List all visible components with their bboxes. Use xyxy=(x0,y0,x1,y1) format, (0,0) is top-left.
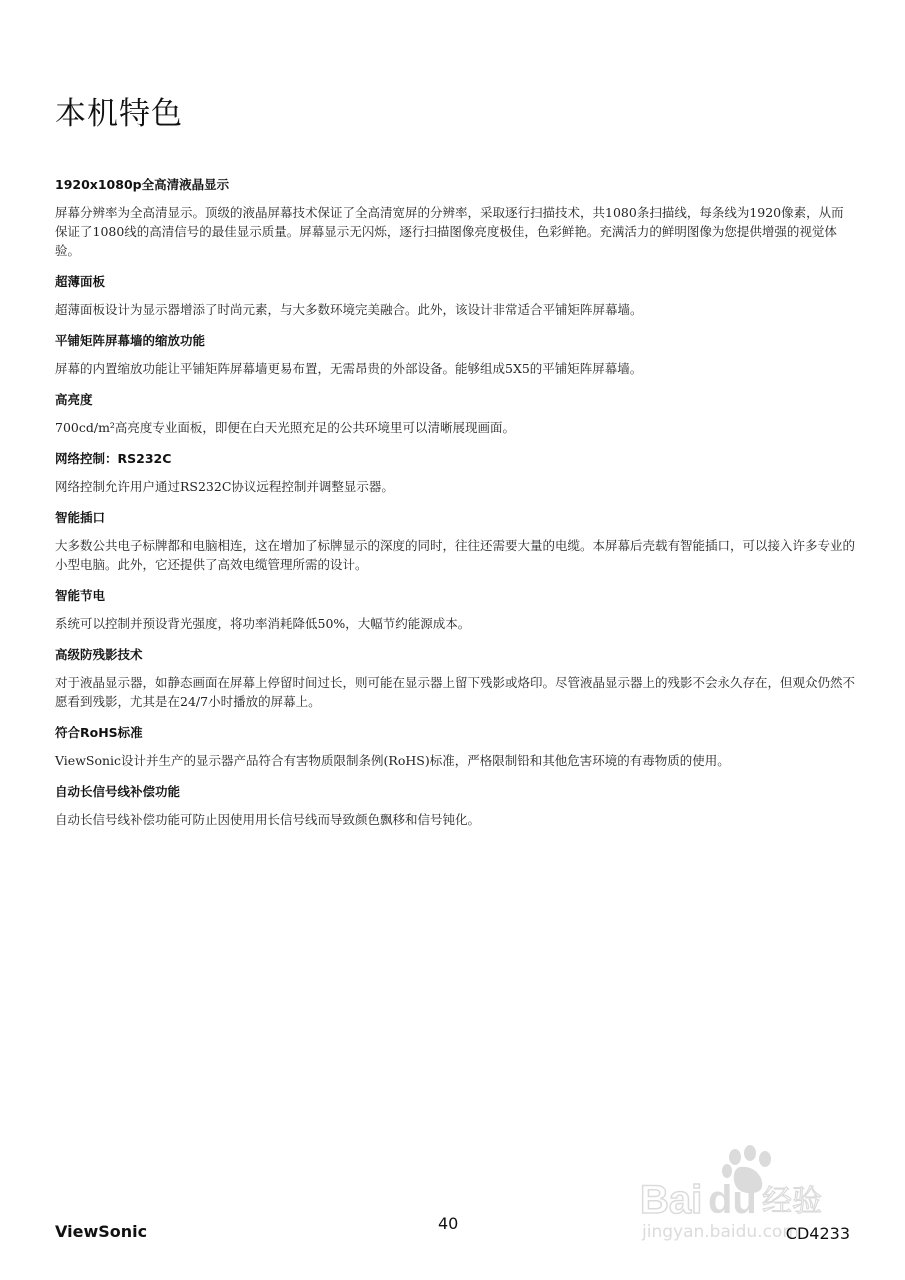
section-body: 网络控制允许用户通过RS232C协议远程控制并调整显示器。 xyxy=(55,479,394,494)
feature-section xyxy=(55,783,855,829)
section-heading: 超薄面板 xyxy=(55,274,106,289)
svg-text:jingyan.baidu.com: jingyan.baidu.com xyxy=(642,1222,799,1242)
section-heading: 符合RoHS标准 xyxy=(55,725,143,740)
feature-section xyxy=(55,646,855,711)
section-heading: 自动长信号线补偿功能 xyxy=(55,784,181,799)
section-body: 700cd/m²高亮度专业面板，即便在白天光照充足的公共环境里可以清晰展现画面。 xyxy=(55,420,515,435)
section-heading: 高级防残影技术 xyxy=(55,647,143,662)
feature-section xyxy=(55,509,855,574)
svg-text:经验: 经验 xyxy=(762,1184,822,1219)
section-heading: 智能插口 xyxy=(55,510,106,525)
section-body: 超薄面板设计为显示器增添了时尚元素，与大多数环境完美融合。此外，该设计非常适合平铺矩阵屏幕墙。 xyxy=(55,302,643,317)
feature-section xyxy=(55,391,855,437)
section-body: 屏幕分辨率为全高清显示。顶级的液晶屏幕技术保证了全高清宽屏的分辨率，采取逐行扫描技术，共1080条扫描线，每条线为1920像素，从而保证了1080线的高清信号的最佳显示质量。屏幕显示无闪烁，逐行扫描图像亮度极佳，色彩鲜艳。充满活力的鲜明图像为您提供增强的视觉体验。 xyxy=(55,205,844,258)
footer-brand: ViewSonic xyxy=(55,1222,148,1241)
section-body: 对于液晶显示器，如静态画面在屏幕上停留时间过长，则可能在显示器上留下残影或烙印。尽管液晶显示器上的残影不会永久存在，但观众仍然不愿看到残影，尤其是在24/7小时播放的屏幕上。 xyxy=(55,675,856,709)
feature-section xyxy=(55,273,855,319)
feature-section xyxy=(55,587,855,633)
feature-section xyxy=(55,176,855,260)
section-body: 自动长信号线补偿功能可防止因使用用长信号线而导致颜色飘移和信号钝化。 xyxy=(55,812,481,827)
section-body: 大多数公共电子标牌都和电脑相连，这在增加了标牌显示的深度的同时，往往还需要大量的电缆。本屏幕后壳载有智能插口，可以接入许多专业的小型电脑。此外，它还提供了高效电缆管理所需的设计。 xyxy=(55,538,856,572)
svg-text:du: du xyxy=(708,1178,757,1222)
page-number: 40 xyxy=(438,1214,459,1233)
section-heading: 网络控制：RS232C xyxy=(55,451,172,466)
section-body: 屏幕的内置缩放功能让平铺矩阵屏幕墙更易布置，无需昂贵的外部设备。能够组成5X5的平铺矩阵屏幕墙。 xyxy=(55,361,643,376)
feature-section xyxy=(55,450,855,496)
feature-list xyxy=(55,176,855,842)
section-heading: 高亮度 xyxy=(55,392,93,407)
svg-text:Bai: Bai xyxy=(640,1178,703,1222)
section-heading: 智能节电 xyxy=(55,588,106,603)
feature-section xyxy=(55,332,855,378)
section-body: 系统可以控制并预设背光强度，将功率消耗降低50%，大幅节约能源成本。 xyxy=(55,616,471,631)
section-body: ViewSonic设计并生产的显示器产品符合有害物质限制条例(RoHS)标准，严格限制铅和其他危害环境的有毒物质的使用。 xyxy=(55,753,730,768)
feature-section xyxy=(55,724,855,770)
section-heading: 1920x1080p全高清液晶显示 xyxy=(55,177,230,192)
paw-icon xyxy=(722,1145,771,1193)
model-number: CD4233 xyxy=(785,1224,850,1243)
section-heading: 平铺矩阵屏幕墙的缩放功能 xyxy=(55,333,206,348)
page-title: 本机特色 xyxy=(55,96,183,132)
